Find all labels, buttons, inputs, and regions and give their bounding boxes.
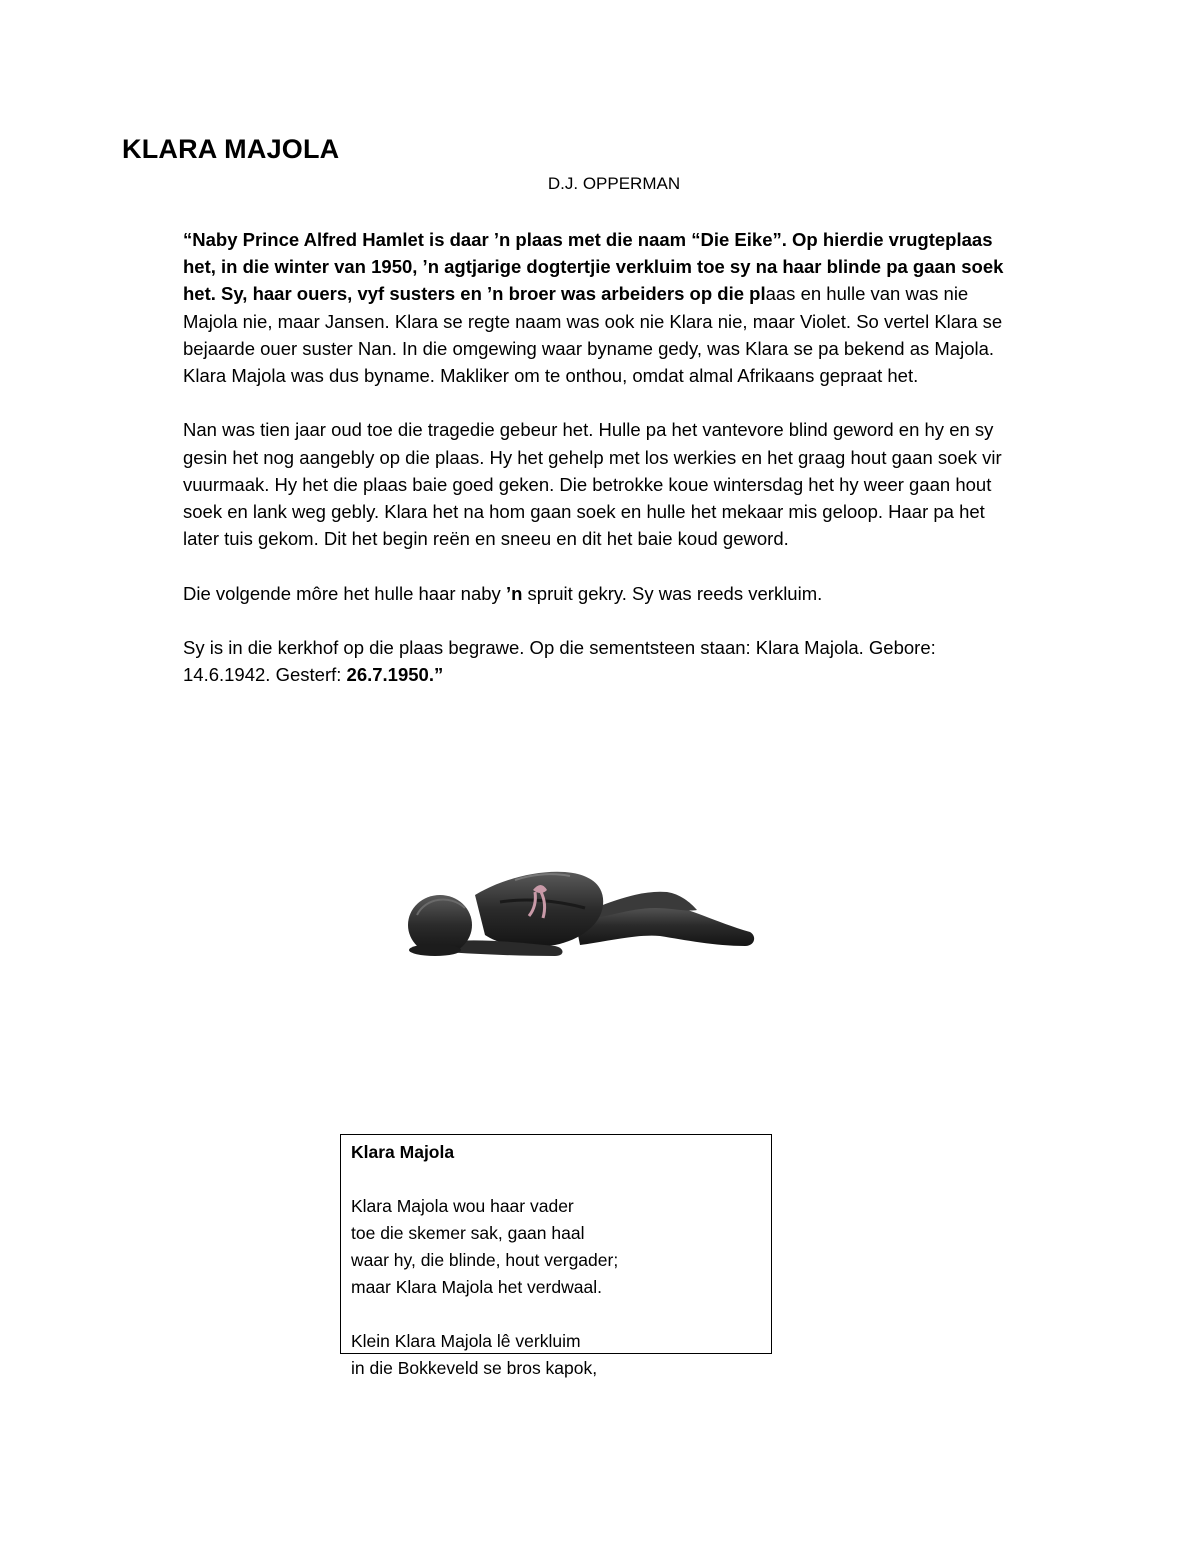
paragraph-3-bold: ’n <box>505 582 523 604</box>
paragraph-1 <box>183 226 1023 389</box>
poem-stanza-2 <box>351 1328 761 1382</box>
poem-line: Klein Klara Majola lê verkluim <box>351 1331 581 1351</box>
poem-line: waar hy, die blinde, hout vergader; <box>351 1250 619 1270</box>
paragraph-1-bold: “Naby Prince Alfred Hamlet is daar ’n plaas met die naam “Die Eike”. Op hierdie vrugteplaas het, in die winter van 1950, ’n agtjarige dogtertjie verkluim toe sy na haar blinde pa gaan soek het. Sy, haar ouers, vyf susters en ’n broer was arbeiders op die pl <box>183 229 1004 305</box>
paragraph-1-rest: aas en hulle van was nie Majola nie, maar Jansen. Klara se regte naam was ook nie Klara nie, maar Violet. So vertel Klara se bejaarde ouer suster Nan. In die omgewing waar byname gedy, was Klara se pa bekend as Majola. Klara Majola was dus byname. Makliker om te onthou, omdat almal Afrikaans gepraat het. <box>183 283 1003 387</box>
paragraph-3-start: Die volgende môre het hulle haar naby <box>183 582 506 604</box>
poem-title: Klara Majola <box>351 1142 455 1162</box>
author-name: D.J. OPPERMAN <box>547 174 681 193</box>
poem-box <box>340 1134 772 1378</box>
poem-line: Klara Majola wou haar vader <box>351 1196 574 1216</box>
story-text <box>183 226 1023 716</box>
paragraph-2: Nan was tien jaar oud toe die tragedie gebeur het. Hulle pa het vantevore blind geword en hy en sy gesin het nog aangebly op die plaas. Hy het gehelp met los werkies en het graag hout gaan soek vir vuurmaak. Hy het die plaas baie goed geken. Die betrokke koue wintersdag het hy weer gaan hout soek en lank weg gebly. Klara het na hom gaan soek en hulle het mekaar mis geloop. Haar pa het later tuis gekom. Dit het begin reën en sneeu en dit het baie koud geword. <box>183 419 1002 550</box>
poem-stanza-1 <box>351 1193 761 1301</box>
sculpture-image <box>405 850 760 965</box>
document-title: KLARA MAJOLA <box>122 134 340 164</box>
paragraph-3-end: spruit gekry. Sy was reeds verkluim. <box>522 582 823 604</box>
paragraph-3 <box>183 580 1023 607</box>
poem-line: maar Klara Majola het verdwaal. <box>351 1277 602 1297</box>
paragraph-4-date: 26.7.1950.” <box>346 664 444 686</box>
poem-line: toe die skemer sak, gaan haal <box>351 1223 585 1243</box>
paragraph-4 <box>183 634 1023 688</box>
paragraph-4-start: Sy is in die kerkhof op die plaas begrawe. Op die sementsteen staan: Klara Majola. Gebore: 14.6.1942. Gesterf: <box>183 637 936 686</box>
poem-line: in die Bokkeveld se bros kapok, <box>351 1358 598 1378</box>
